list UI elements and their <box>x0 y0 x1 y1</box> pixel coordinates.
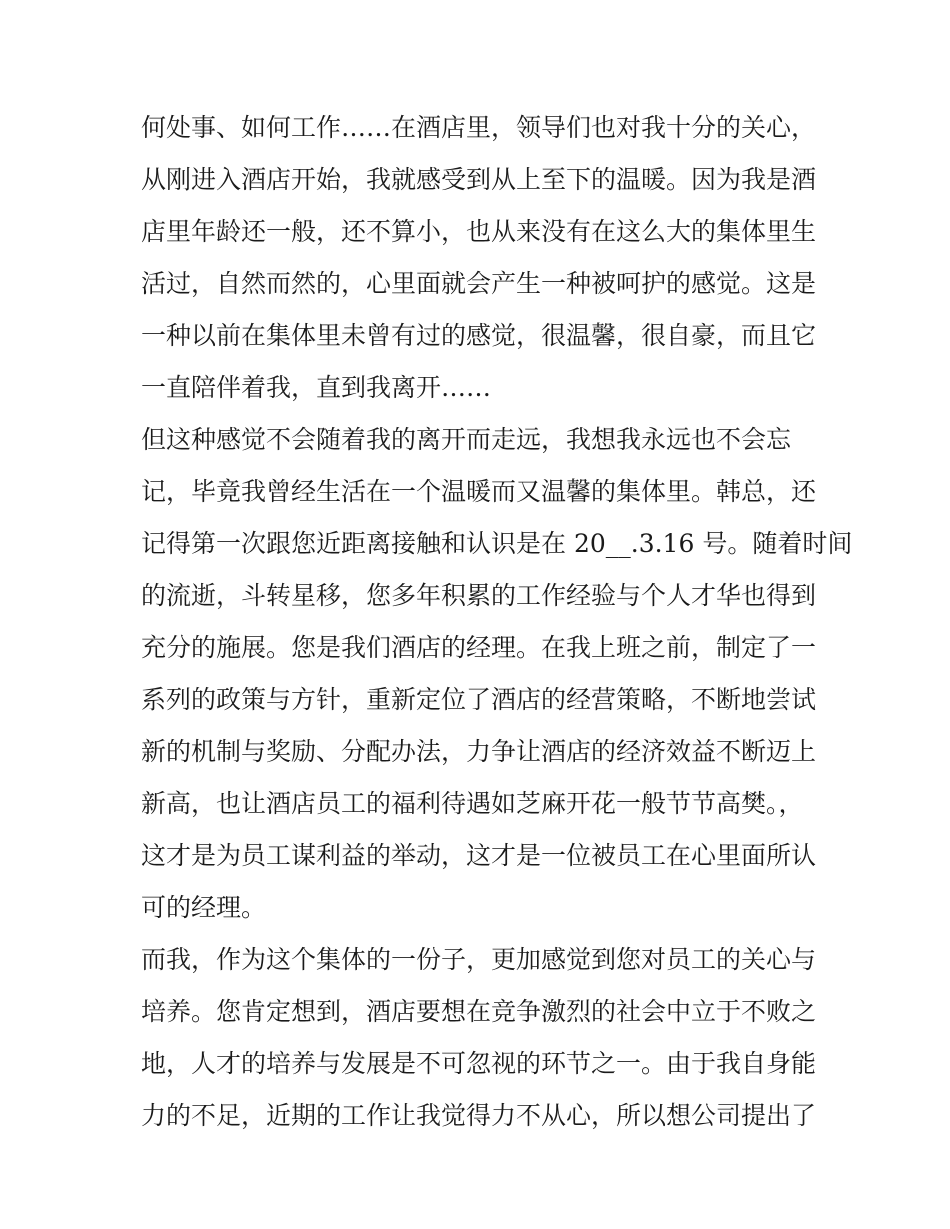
text-line-15: 这才是为员工谋利益的举动，这才是一位被员工在心里面所认 <box>141 841 817 870</box>
text-line-18: 培养。您肯定想到，酒店要想在竞争激烈的社会中立于不败之 <box>141 997 817 1026</box>
text-line-11: 充分的施展。您是我们酒店的经理。在我上班之前，制定了一 <box>141 633 817 662</box>
text-line-5: 一种以前在集体里未曾有过的感觉，很温馨，很自豪，而且它 <box>141 321 817 350</box>
text-line-19: 地，人才的培养与发展是不可忽视的环节之一。由于我自身能 <box>141 1049 817 1078</box>
text-line-8: 记，毕竟我曾经生活在一个温暖而又温馨的集体里。韩总，还 <box>141 477 817 506</box>
text-line-3: 店里年龄还一般，还不算小，也从来没有在这么大的集体里生 <box>141 217 817 246</box>
text-line-2: 从刚进入酒店开始，我就感受到从上至下的温暖。因为我是酒 <box>141 165 817 194</box>
text-line-20: 力的不足，近期的工作让我觉得力不从心，所以想公司提出了 <box>141 1101 817 1130</box>
text-line-10: 的流逝，斗转星移，您多年积累的工作经验与个人才华也得到 <box>141 581 817 610</box>
text-line-4: 活过，自然而然的，心里面就会产生一种被呵护的感觉。这是 <box>141 269 817 298</box>
text-line-13: 新的机制与奖励、分配办法，力争让酒店的经济效益不断迈上 <box>141 737 817 766</box>
text-line-12: 系列的政策与方针，重新定位了酒店的经营策略，不断地尝试 <box>141 685 817 714</box>
text-line-7: 但这种感觉不会随着我的离开而走远，我想我永远也不会忘 <box>141 425 792 454</box>
text-line-9: 记得第一次跟您近距离接触和认识是在 20__.3.16 号。随着时间 <box>141 529 853 558</box>
text-line-17: 而我，作为这个集体的一份子，更加感觉到您对员工的关心与 <box>141 945 817 974</box>
text-line-1: 何处事、如何工作……在酒店里，领导们也对我十分的关心， <box>141 113 817 142</box>
text-line-16: 可的经理。 <box>141 893 267 922</box>
text-line-14: 新高，也让酒店员工的福利待遇如芝麻开花一般节节高樊。， <box>141 789 804 818</box>
text-line-6: 一直陪伴着我，直到我离开…… <box>141 373 492 402</box>
